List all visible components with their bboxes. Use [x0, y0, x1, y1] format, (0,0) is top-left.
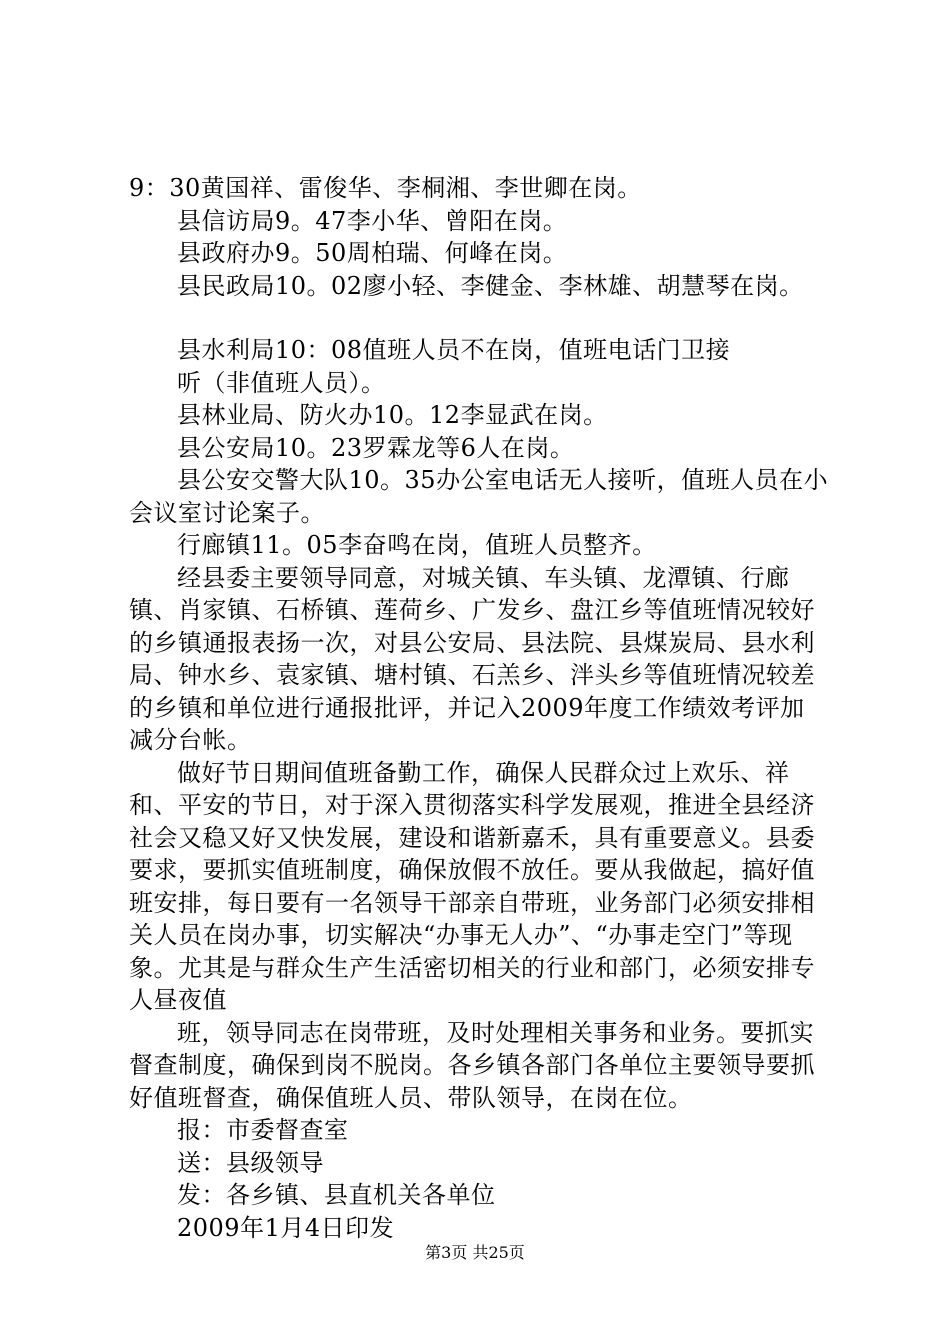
blank-line	[129, 302, 829, 334]
paragraph-duty-supervision: 班，领导同志在岗带班，及时处理相关事务和业务。要抓实督查制度，确保到岗不脱岗。各乡镇各部门各单位主要领导要抓好值班督查，确保值班人员、带队领导，在岗在位。	[129, 1018, 815, 1112]
paragraph-police-bureau: 县公安局10。23罗霖龙等6人在岗。	[177, 433, 575, 462]
report-to-line: 报：市委督查室	[177, 1116, 349, 1144]
paragraph-commendation-criticism: 经县委主要领导同意，对城关镇、车头镇、龙潭镇、行廊镇、肖家镇、石桥镇、莲荷乡、广发乡、盘江乡等值班情况较好的乡镇通报表扬一次，对县公安局、县法院、县煤炭局、县水利局、钟水乡、袁家镇、塘村镇、石羔乡、泮头乡等值班情况较差的乡镇和单位进行通报批评，并记入2009年度工作绩效考评加减分台帐。	[129, 563, 815, 754]
page-number-footer: 第3页 共25页	[425, 1243, 525, 1262]
paragraph-water-bureau-cont: 听（非值班人员）。	[177, 368, 386, 397]
send-to-line: 送：县级领导	[177, 1148, 324, 1177]
paragraph-traffic-police: 县公安交警大队10。35办公室电话无人接听，值班人员在小会议室讨论案子。	[129, 466, 829, 527]
paragraph-duty-time-entry: 9：30黄国祥、雷俊华、李桐湘、李世卿在岗。	[129, 174, 642, 202]
paragraph-government-office: 县政府办9。50周柏瑞、何峰在岗。	[177, 239, 568, 267]
print-date-line: 2009年1月4日印发	[177, 1213, 395, 1242]
paragraph-civil-affairs: 县民政局10。02廖小轻、李健金、李林雄、胡慧琴在岗。	[177, 271, 804, 300]
paragraph-holiday-duty: 做好节日期间值班备勤工作，确保人民群众过上欢乐、祥和、平安的节日，对于深入贯彻落实科学发展观，推进全县经济社会又稳又好又快发展，建设和谐新嘉禾，具有重要意义。县委要求，要抓实值班制度，确保放假不放任。要从我做起，搞好值班安排，每日要有一名领导干部亲自带班，业务部门必须安排相关人员在岗办事，切实解决“办事无人办”、“办事走空门”等现象。尤其是与群众生产生活密切相关的行业和部门，必须安排专人昼夜值	[129, 758, 815, 1014]
paragraph-xinglang-town: 行廊镇11。05李奋鸣在岗，值班人员整齐。	[177, 531, 657, 559]
document-body	[129, 172, 829, 1244]
paragraph-forestry-bureau: 县林业局、防火办10。12李显武在岗。	[177, 401, 608, 429]
paragraph-letters-bureau: 县信访局9。47李小华、曾阳在岗。	[177, 206, 568, 235]
distribute-to-line: 发：各乡镇、县直机关各单位	[177, 1181, 496, 1209]
paragraph-water-bureau: 县水利局10：08值班人员不在岗，值班电话门卫接	[177, 336, 731, 364]
